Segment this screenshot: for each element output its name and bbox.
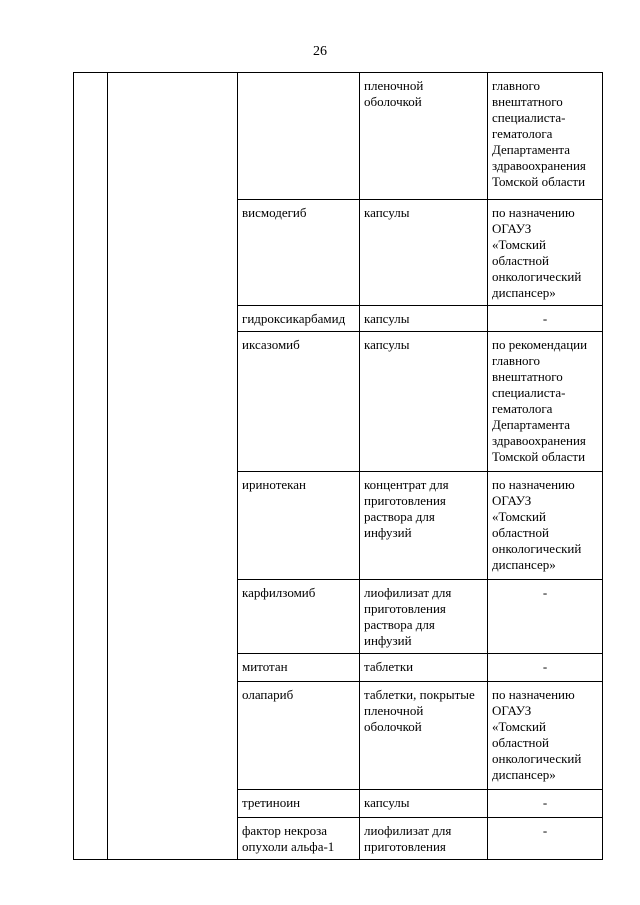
condition-cell: по назначению ОГАУЗ «Томский областной онкологический диспансер» bbox=[488, 472, 603, 580]
condition-cell: по рекомендации главного внештатного специалиста- гематолога Департамента здравоохранения Томской области bbox=[488, 332, 603, 472]
page-number: 26 bbox=[313, 44, 327, 59]
drug-name-cell: иринотекан bbox=[238, 472, 360, 580]
code-cell bbox=[74, 73, 108, 860]
dosage-form-cell: пленочной оболочкой bbox=[360, 73, 488, 200]
drug-name-cell: гидроксикарбамид bbox=[238, 306, 360, 332]
condition-cell: - bbox=[488, 654, 603, 682]
condition-cell: главного внештатного специалиста- гематолога Департамента здравоохранения Томской области bbox=[488, 73, 603, 200]
drug-name-cell bbox=[238, 73, 360, 200]
dosage-form-cell: капсулы bbox=[360, 790, 488, 818]
drug-name-cell: иксазомиб bbox=[238, 332, 360, 472]
dosage-form-cell: лиофилизат для приготовления bbox=[360, 818, 488, 860]
dosage-form-cell: лиофилизат для приготовления раствора для инфузий bbox=[360, 580, 488, 654]
dosage-form-cell: таблетки, покрытые пленочной оболочкой bbox=[360, 682, 488, 790]
drug-name-cell: карфилзомиб bbox=[238, 580, 360, 654]
group-cell bbox=[108, 73, 238, 860]
condition-cell: - bbox=[488, 580, 603, 654]
condition-cell: по назначению ОГАУЗ «Томский областной онкологический диспансер» bbox=[488, 682, 603, 790]
drug-name-cell: висмодегиб bbox=[238, 200, 360, 306]
dosage-form-cell: капсулы bbox=[360, 332, 488, 472]
condition-cell: - bbox=[488, 790, 603, 818]
drug-name-cell: олапариб bbox=[238, 682, 360, 790]
medication-table bbox=[73, 72, 603, 860]
drug-name-cell: фактор некроза опухоли альфа-1 bbox=[238, 818, 360, 860]
condition-cell: - bbox=[488, 306, 603, 332]
condition-cell: по назначению ОГАУЗ «Томский областной онкологический диспансер» bbox=[488, 200, 603, 306]
drug-name-cell: митотан bbox=[238, 654, 360, 682]
dosage-form-cell: таблетки bbox=[360, 654, 488, 682]
dosage-form-cell: концентрат для приготовления раствора для инфузий bbox=[360, 472, 488, 580]
dosage-form-cell: капсулы bbox=[360, 306, 488, 332]
dosage-form-cell: капсулы bbox=[360, 200, 488, 306]
table-row bbox=[74, 73, 603, 200]
condition-cell: - bbox=[488, 818, 603, 860]
drug-name-cell: третиноин bbox=[238, 790, 360, 818]
